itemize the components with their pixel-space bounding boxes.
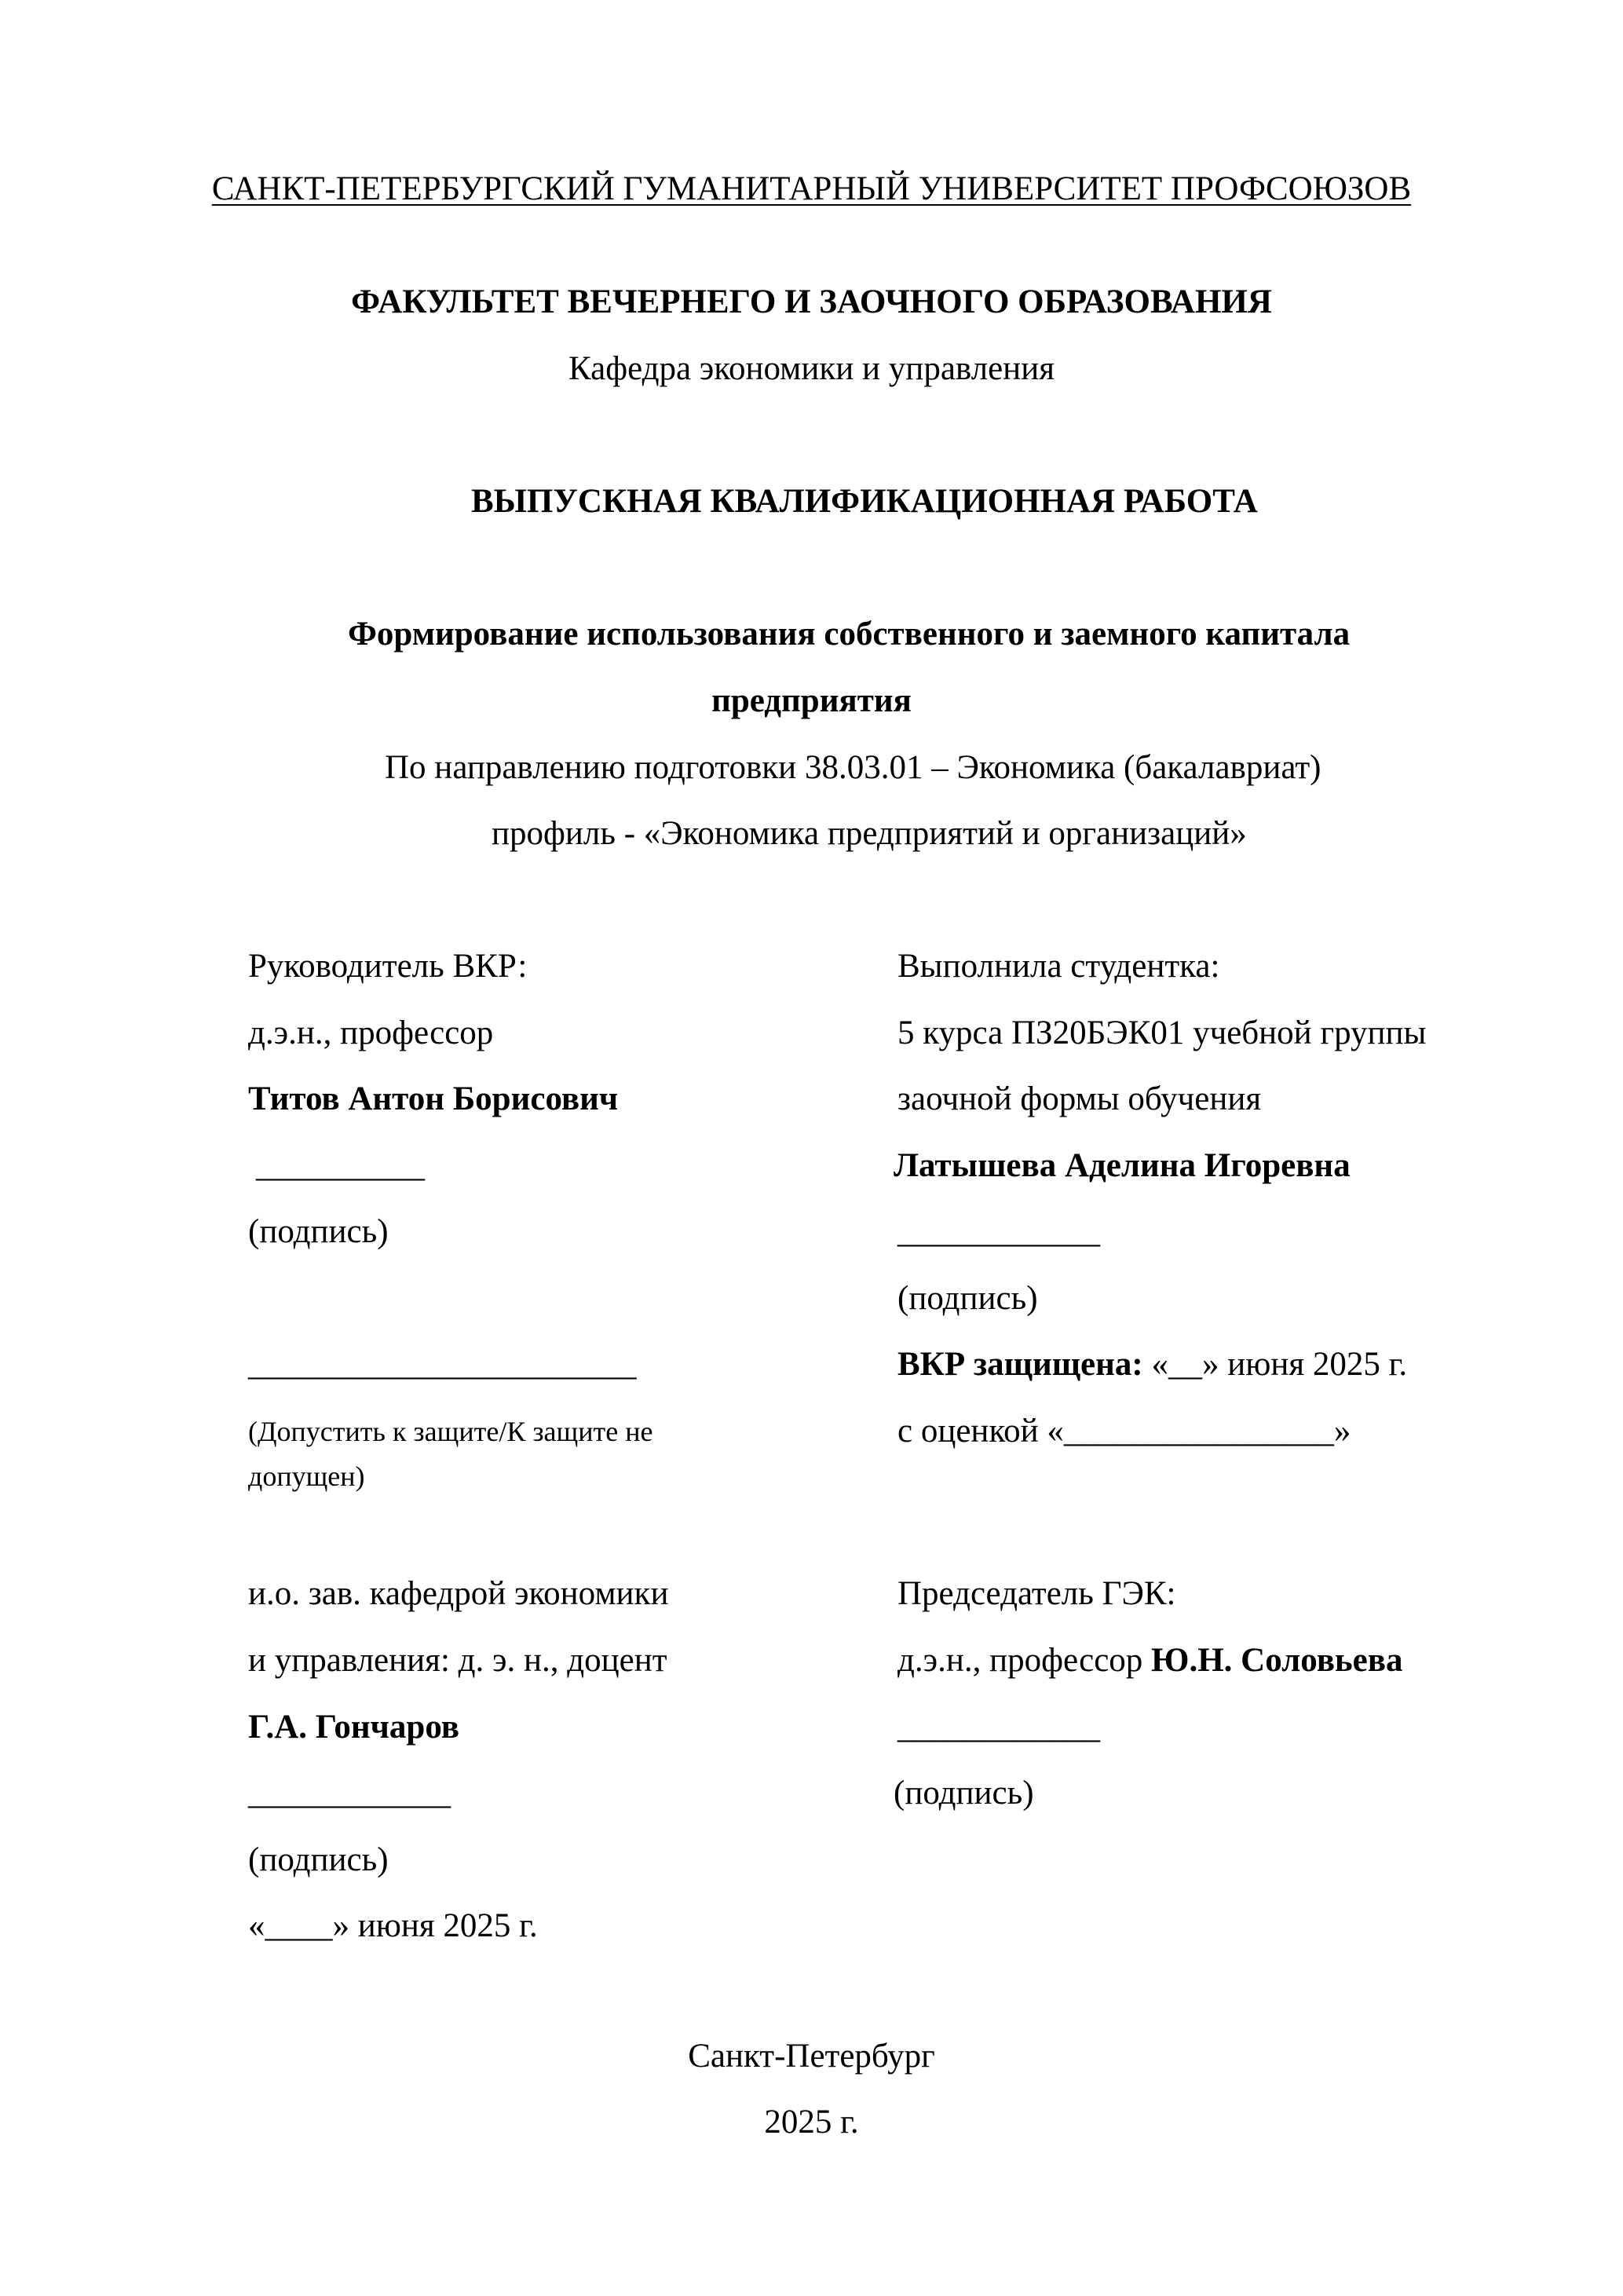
direction-text: По направлению подготовки 38.03.01 – Экономика (бакалавриат) <box>385 749 1321 786</box>
work-type-title: ВЫПУСКНАЯ КВАЛИФИКАЦИОННАЯ РАБОТА <box>471 483 1258 520</box>
topic-line-1: Формирование использования собственного и заемного капитала <box>348 616 1351 653</box>
supervisor-label: Руководитель ВКР: <box>248 948 528 985</box>
supervisor-name: Титов Антон Борисович <box>248 1080 619 1117</box>
student-group: 5 курса ПЗ20БЭК01 учебной группы <box>897 1015 1427 1051</box>
head-date: «____» июня 2025 г. <box>248 1907 538 1944</box>
head-signature-caption: (подпись) <box>248 1841 389 1878</box>
department-name: Кафедра экономики и управления <box>568 350 1055 387</box>
student-label: Выполнила студентка: <box>897 948 1220 985</box>
admission-caption-1: (Допустить к защите/К защите не <box>248 1416 653 1447</box>
student-signature-caption: (подпись) <box>897 1280 1038 1317</box>
head-title-line-2: и управления: д. э. н., доцент <box>248 1642 667 1679</box>
supervisor-signature-line: __________ <box>256 1147 425 1184</box>
faculty-name: ФАКУЛЬТЕТ ВЕЧЕРНЕГО И ЗАОЧНОГО ОБРАЗОВАНИЯ <box>351 283 1272 320</box>
student-name: Латышева Аделина Игоревна <box>894 1147 1351 1184</box>
head-name: Г.А. Гончаров <box>248 1709 459 1746</box>
student-study-form: заочной формы обучения <box>897 1080 1262 1117</box>
chair-info <box>897 1641 1402 1680</box>
head-signature-line: ____________ <box>248 1775 451 1812</box>
defended-date: «__» июня 2025 г. <box>1142 1346 1408 1383</box>
city: Санкт-Петербург <box>688 2038 935 2075</box>
topic-line-2: предприятия <box>711 682 912 719</box>
grade-text: с оценкой «________________» <box>897 1413 1351 1450</box>
head-title-line-1: и.о. зав. кафедрой экономики <box>248 1575 669 1612</box>
chair-label: Председатель ГЭК: <box>897 1575 1176 1612</box>
university-name: САНКТ-ПЕТЕРБУРГСКИЙ ГУМАНИТАРНЫЙ УНИВЕРСИТЕТ ПРОФСОЮЗОВ <box>211 170 1412 207</box>
profile-text: профиль - «Экономика предприятий и организаций» <box>492 815 1247 852</box>
chair-signature-caption: (подпись) <box>894 1775 1034 1812</box>
supervisor-signature-caption: (подпись) <box>248 1213 389 1250</box>
defense-status <box>897 1345 1407 1384</box>
chair-signature-line: ____________ <box>897 1709 1100 1746</box>
admission-caption-2: допущен) <box>248 1461 365 1492</box>
year: 2025 г. <box>764 2104 859 2141</box>
defended-label: ВКР защищена: <box>897 1346 1143 1383</box>
supervisor-degree: д.э.н., профессор <box>248 1015 494 1051</box>
chair-name: Ю.Н. Соловьева <box>1151 1642 1403 1679</box>
admission-line: _______________________ <box>248 1346 637 1383</box>
student-signature-line: ____________ <box>897 1213 1100 1250</box>
chair-degree: д.э.н., профессор <box>897 1642 1152 1679</box>
